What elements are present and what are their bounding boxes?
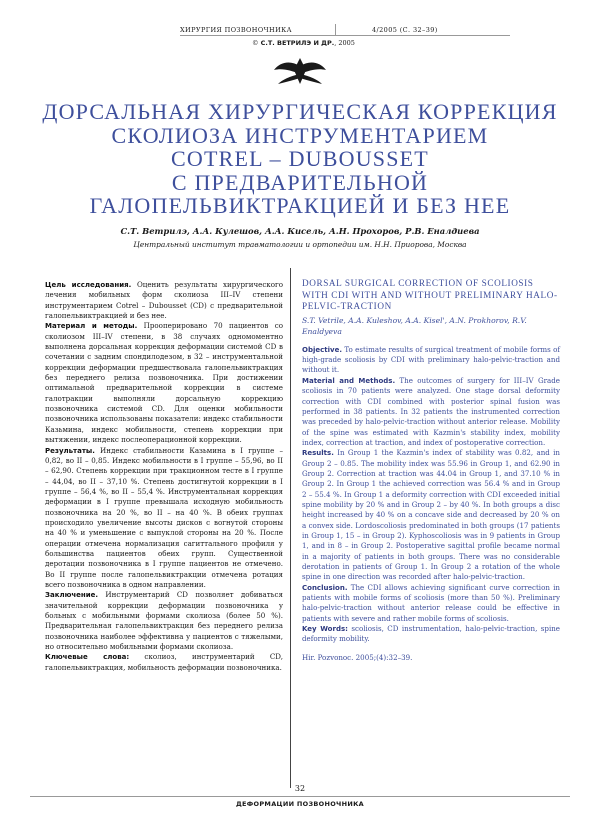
conclusion-text: Инструментарий CD позволяет добиваться значительной коррекции деформации позвоночника у больных с мобильными формами сколиоза (более 50 %). Предварительная галопельвиктракция без переднего релиза позвоночника наиболее эффективна у пациентов с тяжелыми, но относительно мобильными формами сколиоза. bbox=[45, 590, 283, 652]
journal-name: ХИРУРГИЯ ПОЗВОНОЧНИКА bbox=[180, 26, 292, 34]
title-line: ГАЛОПЕЛЬВИКТРАКЦИЕЙ И БЕЗ НЕЕ bbox=[89, 193, 511, 218]
title-line: COTREL – DUBOUSSET bbox=[171, 146, 429, 171]
keywords-label: Ключевые слова: bbox=[45, 653, 130, 662]
keywords-label-en: Key Words: bbox=[302, 625, 348, 634]
keywords-text: сколиоз, инструментарий CD, галопельвиктракция, мобильность деформации позвоночника. bbox=[45, 652, 283, 672]
abstract-objective bbox=[302, 345, 560, 376]
english-title: DORSAL SURGICAL CORRECTION OF SCOLIOSIS WITH CDI WITH AND WITHOUT PRELIMINARY HALO-PELVIC-TRACTION bbox=[302, 278, 558, 312]
results-label: Результаты. bbox=[45, 446, 95, 455]
title-line: ДОРСАЛЬНАЯ ХИРУРГИЧЕСКАЯ КОРРЕКЦИЯ bbox=[42, 99, 558, 124]
results-label-en: Results. bbox=[302, 449, 334, 458]
institution: Центральный институт травматологии и ортопедии им. Н.Н. Приорова, Москва bbox=[133, 240, 467, 249]
ornament-logo-icon bbox=[270, 56, 330, 86]
copyright-line: © С.Т. ВЕТРИЛЭ И ДР., 2005 bbox=[252, 39, 355, 47]
conclusion-text-en: The CDI allows achieving significant curve correction in patients with mobile forms of scoliosis (more than 50 %). Preliminary halo-pelvic-traction without anterior release could be effective in patients with severe and rather mobile forms of scoliosis. bbox=[302, 582, 560, 623]
header-divider bbox=[335, 24, 336, 36]
citation: Hir. Pozvonoc. 2005;(4):32–39. bbox=[302, 652, 413, 662]
aim-label: Цель исследования. bbox=[45, 281, 132, 289]
column-divider bbox=[290, 268, 291, 788]
abstract-russian bbox=[45, 280, 283, 673]
methods-text: Прооперировано 70 пациентов со сколиозом III–IV степени, в 38 случаях одномоментно выполнена дорсальная коррекция деформации системой CD в сочетании с задним спондилодезом, в 32 – инструментальной коррекции деформации предшествовала галопельвиктракция без переднего релиза позвоночника. При достижении оптимальной предварительной коррекции в системе галотракции выполняли дорсальную коррекцию позвоночника системой CD. Для оценки мобильности позвоночника использованы показатели: индекс стабильности Казьмина, индекс мобильности, степень коррекции при вытяжении, индекс послеоперационной коррекции. bbox=[45, 321, 283, 445]
conclusion-label: Заключение. bbox=[45, 591, 99, 600]
abstract-keywords-en bbox=[302, 624, 560, 645]
aim-text: Оценить результаты хирургического лечения мобильных форм сколиоза III–IV степени инструментарием Cotrel – Dubousset (CD) с предварительной галопельвиктракцией и без нее. bbox=[45, 280, 283, 321]
abstract-methods bbox=[45, 321, 283, 445]
article-title bbox=[40, 100, 560, 218]
abstract-material-methods bbox=[302, 376, 560, 448]
abstract-conclusion-en bbox=[302, 583, 560, 624]
results-text: Индекс стабильности Казьмина в I группе – 0,82, во II – 0,85. Индекс мобильности в I группе – 55,96, во II – 62,90. Степень коррекции при тракционном тесте в I группе – 44,04, во II – 37,10 %. Степень достигнутой коррекции в I группе – 56,4 %, во II – 55,4 %. Инструментальная коррекция деформации в I группе превышала исходную мобильность позвоночника на 20 %, во II – на 40 %. В обеих группах происходило увеличение высоты дисков с вогнутой стороны на 40 % и уменьшение с выпуклой стороны на 20 %. После операции отмечена нормализация сагиттального профиля у большинства пациентов обеих групп. Существенной деротации позвоночника в I группе пациентов не отмечено. Во II группе после галопельвиктракции отмечена ротация всего позвоночника в одном направлении. bbox=[45, 445, 283, 589]
copyright-year: 2005 bbox=[338, 39, 355, 47]
material-methods-label: Material and Methods. bbox=[302, 376, 396, 385]
abstract-keywords bbox=[45, 652, 283, 673]
copyright-authors: С.Т. ВЕТРИЛЭ И ДР. bbox=[260, 39, 335, 47]
objective-text: To estimate results of surgical treatment of mobile forms of high-grade scoliosis by CDI with preliminary halo-pelvic-traction and without it. bbox=[302, 344, 560, 375]
abstract-conclusion bbox=[45, 590, 283, 652]
title-line: С ПРЕДВАРИТЕЛЬНОЙ bbox=[171, 169, 429, 195]
abstract-aim bbox=[45, 280, 283, 321]
abstract-english bbox=[302, 278, 560, 663]
issue-info: 4/2005 (С. 32–39) bbox=[372, 26, 438, 34]
methods-label: Материал и методы. bbox=[45, 322, 138, 331]
copyright-symbol: © bbox=[252, 39, 259, 47]
english-authors: S.T. Vetrile, A.A. Kuleshov, A.A. Kisel', A.N. Prokhorov, R.V. Enaldyeva bbox=[302, 315, 527, 336]
keywords-text-en: scoliosis, CD instrumentation, halo-pelvic-traction, spine deformity mobility. bbox=[302, 624, 560, 644]
page-number: 32 bbox=[294, 784, 306, 793]
abstract-results bbox=[45, 446, 283, 591]
running-header bbox=[180, 24, 510, 36]
conclusion-label-en: Conclusion. bbox=[302, 583, 348, 592]
material-methods-text: The outcomes of surgery for III–IV Grade scoliosis in 70 patients were analyzed. One stage dorsal deformity correction with CDI combined with posterior spinal fusion was performed in 38 patients. In 32 patients the instrumented correction was preceded by halo-pelvic-traction without anterior release. Mobility of the spine was estimated with Kazmin's stability index, mobility index, correction at traction, and index of postoperative correction. bbox=[302, 375, 560, 447]
footer-section-title: ДЕФОРМАЦИИ ПОЗВОНОЧНИКА bbox=[30, 796, 570, 810]
results-text-en: In Group 1 the Kazmin's index of stability was 0.82, and in Group 2 – 0.85. The mobility index was 55.96 in Group 1, and 62.90 in Group 2. Correction at traction was 44.04 in Group 1, and 37.10 % in Group 2. In Group 1 the achieved correction was 56.4 % and in Group 2 – 55.4 %. In Group 1 a deformity correction with CDI exceeded initial spine mobility by 20 % and in Group 2 – by 40 %. In both groups a disc height increased by 40 % on a concave side and decreased by 20 % on a convex side. Lordoscoliosis predominated in both groups (17 patients in Group 1, 15 – in Group 2). Kyphoscoliosis was in 9 patients in Group 1, and in 8 – in Group 2. Postoperative sagittal profile became normal in a majority of patients in both groups. There was no considerable derotation in patients of Group 1. In Group 2 a rotation of the whole spine in one direction was recorded after halo-pelvic-traction. bbox=[302, 448, 560, 582]
authors: С.Т. Ветрилэ, А.А. Кулешов, А.А. Кисель, А.Н. Прохоров, Р.В. Еналдиева bbox=[120, 226, 480, 236]
title-line: СКОЛИОЗА ИНСТРУМЕНТАРИЕМ bbox=[111, 122, 489, 148]
objective-label: Objective. bbox=[302, 345, 342, 354]
abstract-results-en bbox=[302, 448, 560, 582]
